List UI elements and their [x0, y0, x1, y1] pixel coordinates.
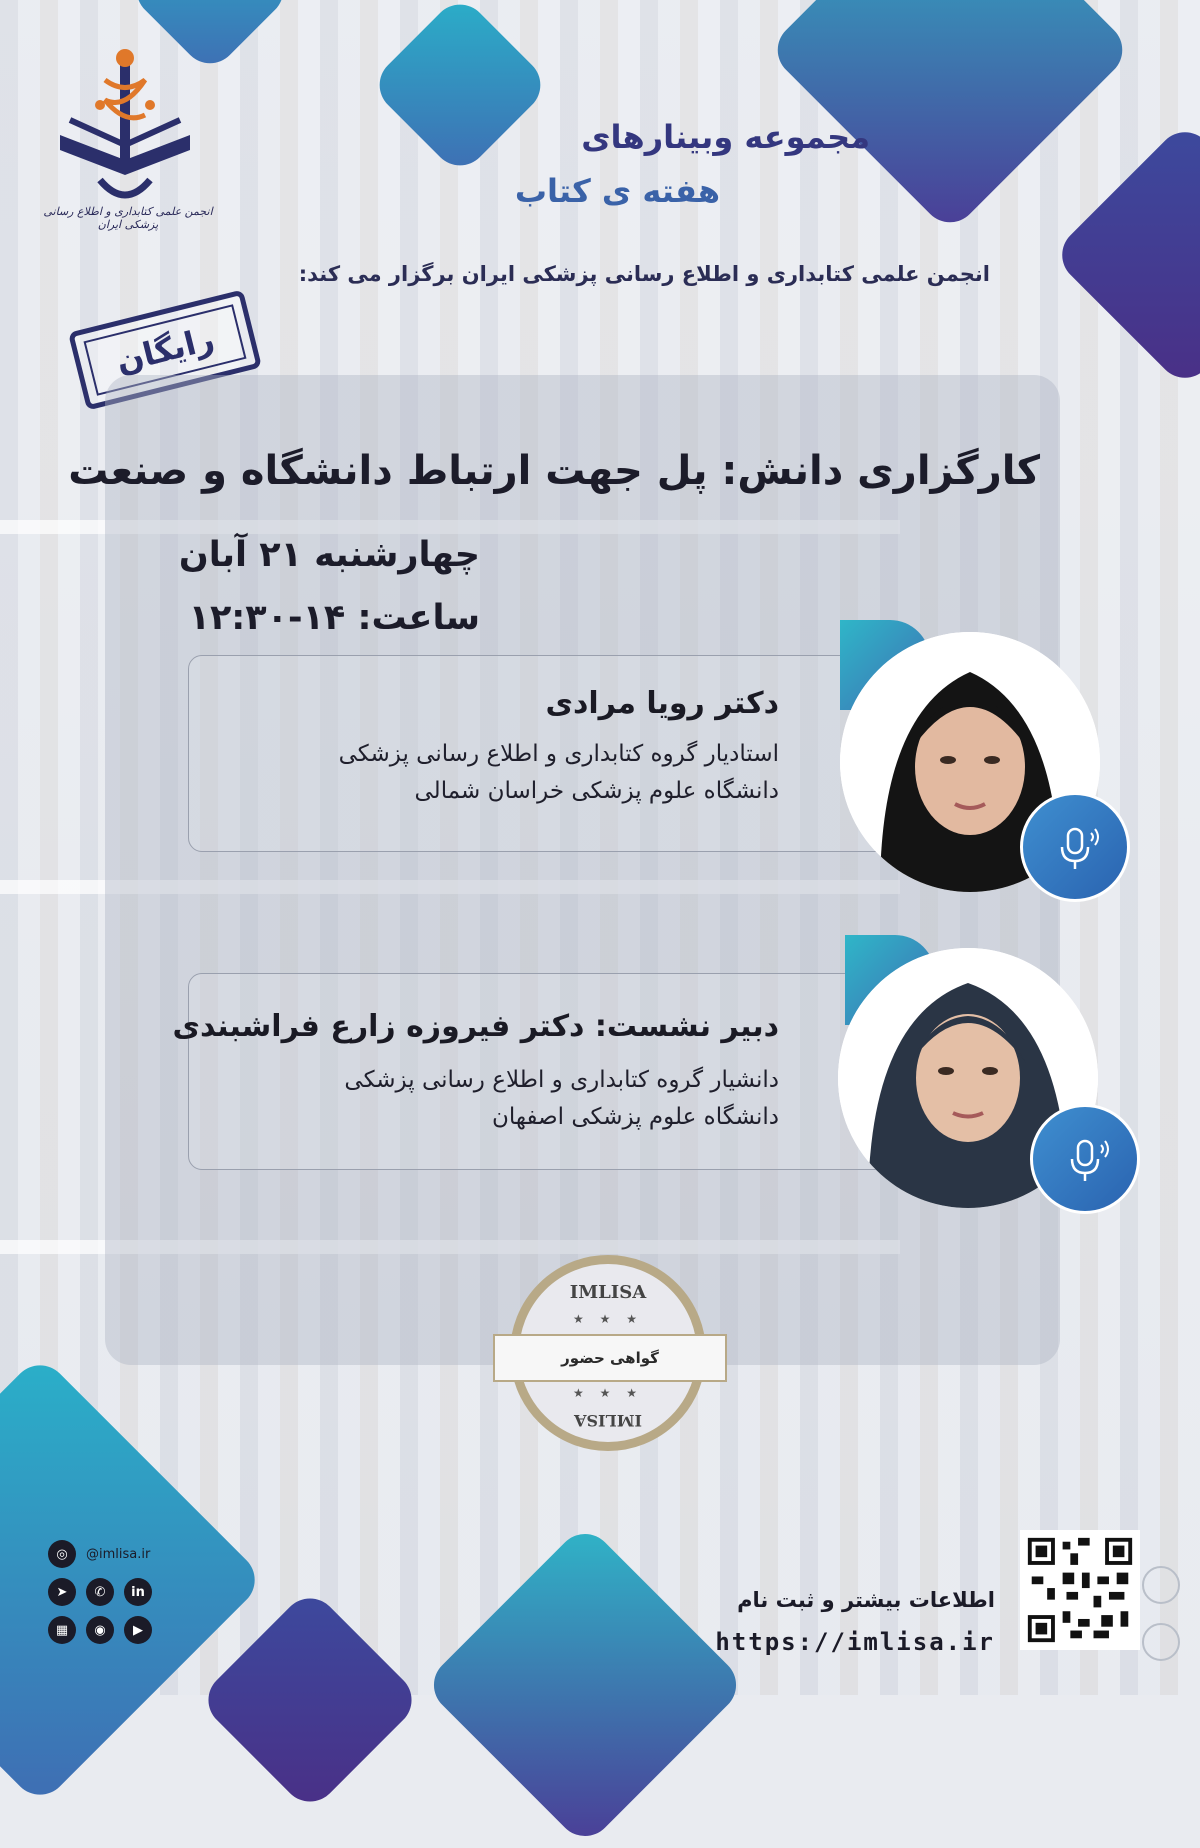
series-title-line1: مجموعه وبینارهای	[581, 118, 870, 156]
social-icons-row	[48, 1578, 152, 1606]
speaker-title: دانشیار گروه کتابداری و اطلاع رسانی پزشکی	[344, 1067, 779, 1093]
event-title: کارگزاری دانش: پل جهت ارتباط دانشگاه و صنعت	[68, 448, 1040, 494]
speaker-affiliation: دانشگاه علوم پزشکی اصفهان	[492, 1104, 779, 1130]
social-handle: @imlisa.ir	[86, 1546, 151, 1562]
aparat-icon[interactable]: ◉	[86, 1616, 114, 1644]
telegram-icon[interactable]: ➤	[48, 1578, 76, 1606]
organizer-text: انجمن علمی کتابداری و اطلاع رسانی پزشکی ایران برگزار می کند:	[298, 262, 990, 286]
event-time: ساعت: ۱۴-۱۲:۳۰	[188, 598, 480, 638]
star-icon: ★ ★ ★	[573, 1312, 643, 1326]
decor-circle	[1142, 1623, 1180, 1661]
microphone-icon	[1030, 1104, 1140, 1214]
whatsapp-icon[interactable]: ✆	[86, 1578, 114, 1606]
decor-circle	[1142, 1566, 1180, 1604]
free-stamp-label: رایگان	[84, 304, 247, 396]
speaker-title: استادیار گروه کتابداری و اطلاع رسانی پزشکی	[338, 741, 779, 767]
logo-caption: انجمن علمی کتابداری و اطلاع رسانی پزشکی ایران	[43, 205, 213, 231]
event-date: چهارشنبه ۲۱ آبان	[178, 535, 480, 575]
app-icon[interactable]: ▦	[48, 1616, 76, 1644]
series-title-line2: هفته ی کتاب	[514, 172, 720, 210]
speaker-affiliation: دانشگاه علوم پزشکی خراسان شمالی	[414, 778, 779, 804]
qr-code-icon[interactable]	[1020, 1530, 1140, 1650]
instagram-icon[interactable]: ◎	[48, 1540, 76, 1568]
certificate-label: گواهی حضور	[493, 1334, 727, 1382]
more-info-label: اطلاعات بیشتر و ثبت نام	[737, 1588, 995, 1612]
badge-top-text: IMLISA	[569, 1282, 647, 1303]
social-icons-row	[48, 1616, 152, 1644]
speaker-name: دکتر رویا مرادی	[545, 686, 779, 721]
social-handle-row	[48, 1540, 150, 1568]
badge-bottom-text: IMLISA	[574, 1411, 642, 1430]
youtube-icon[interactable]: ▶	[124, 1616, 152, 1644]
linkedin-icon[interactable]: in	[124, 1578, 152, 1606]
website-link[interactable]: https://imlisa.ir	[715, 1628, 995, 1656]
association-logo-icon	[40, 40, 210, 230]
speaker-name: دبیر نشست: دکتر فیروزه زارع فراشبندی	[172, 1009, 779, 1044]
star-icon: ★ ★ ★	[573, 1386, 643, 1400]
microphone-icon	[1020, 792, 1130, 902]
certificate-badge	[510, 1255, 706, 1451]
